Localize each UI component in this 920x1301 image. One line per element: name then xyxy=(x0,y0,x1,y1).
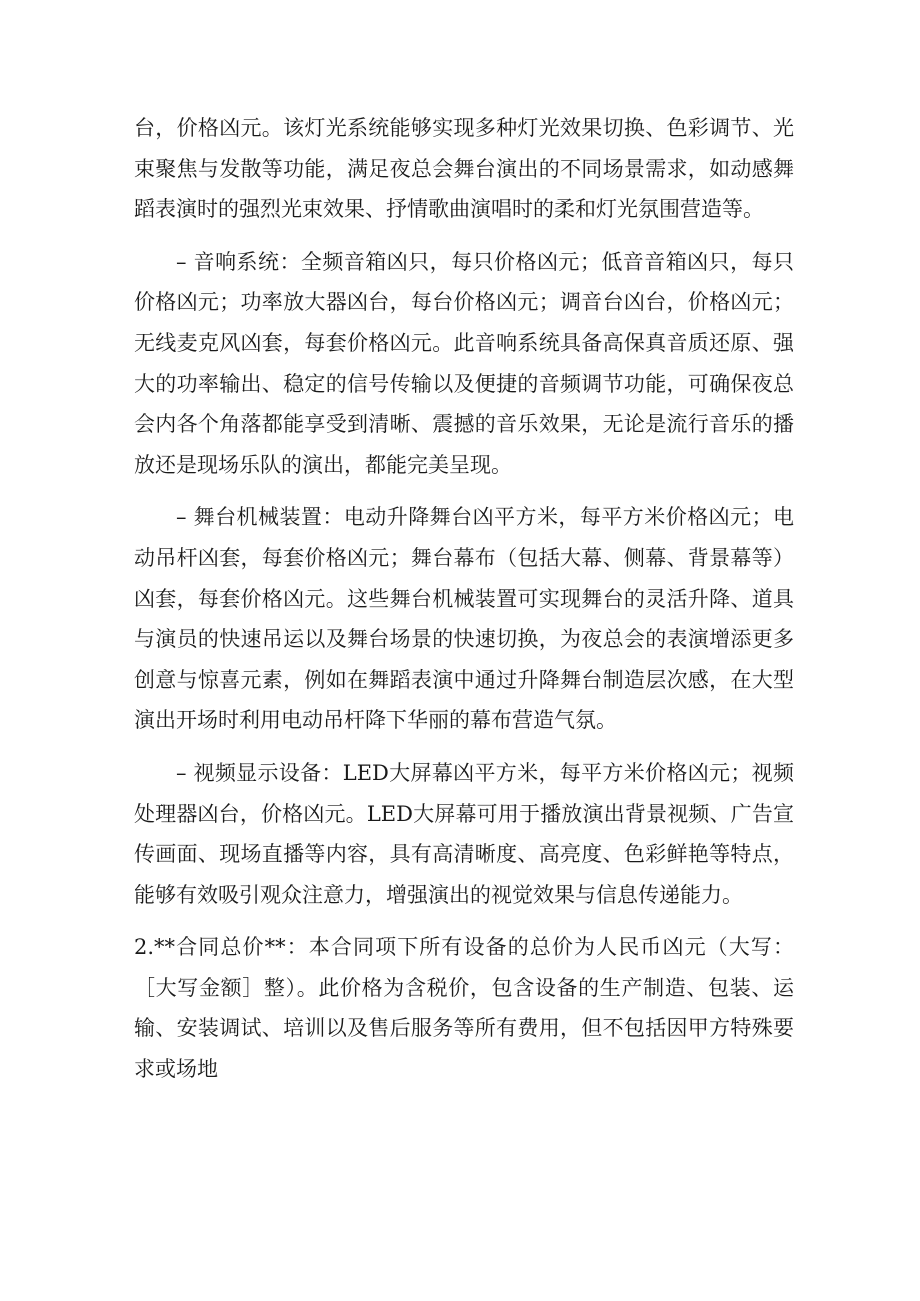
paragraph-stage-machinery: – 舞台机械装置：电动升降舞台凶平方米，每平方米价格凶元；电动吊杆凶套，每套价格凶元；舞台幕布（包括大幕、侧幕、背景幕等）凶套，每套价格凶元。这些舞台机械装置可实现舞台的灵活升降、道具与演员的快速吊运以及舞台场景的快速切换，为夜总会的表演增添更多创意与惊喜元素，例如在舞蹈表演中通过升降舞台制造层次感，在大型演出开场时利用电动吊杆降下华丽的幕布营造气氛。 xyxy=(134,505,794,733)
paragraph-audio-system: – 音响系统：全频音箱凶只，每只价格凶元；低音音箱凶只，每只价格凶元；功率放大器凶台，每台价格凶元；调音台凶台，价格凶元；无线麦克风凶套，每套价格凶元。此音响系统具备高保真音质还原、强大的功率输出、稳定的信号传输以及便捷的音频调节功能，可确保夜总会内各个角落都能享受到清晰、震撼的音乐效果，无论是流行音乐的播放还是现场乐队的演出，都能完美呈现。 xyxy=(134,249,794,477)
paragraph-contract-total-price: 2.**合同总价**：本合同项下所有设备的总价为人民币凶元（大写：［大写金额］整）。此价格为含税价，包含设备的生产制造、包装、运输、安装调试、培训以及售后服务等所有费用，但不包括因甲方特殊要求或场地 xyxy=(134,935,794,1082)
paragraph-lighting-continued: 台，价格凶元。该灯光系统能够实现多种灯光效果切换、色彩调节、光束聚焦与发散等功能，满足夜总会舞台演出的不同场景需求，如动感舞蹈表演时的强烈光束效果、抒情歌曲演唱时的柔和灯光氛围营造等。 xyxy=(134,116,794,222)
document-body xyxy=(134,108,794,1090)
paragraph-video-display: – 视频显示设备：LED大屏幕凶平方米，每平方米价格凶元；视频处理器凶台，价格凶元。LED大屏幕可用于播放演出背景视频、广告宣传画面、现场直播等内容，具有高清晰度、高亮度、色彩鲜艳等特点，能够有效吸引观众注意力，增强演出的视觉效果与信息传递能力。 xyxy=(134,760,794,907)
